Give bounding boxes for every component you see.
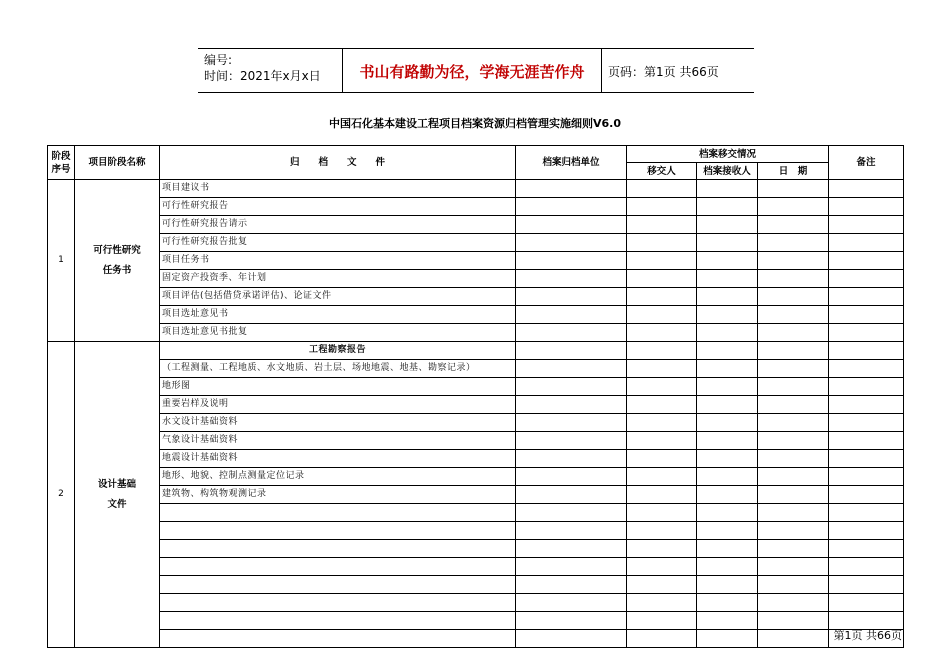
date-cell [758, 468, 829, 486]
col-header-seq: 阶段 序号 [48, 146, 75, 180]
col-header-receiver: 档案接收人 [697, 163, 758, 180]
archive-file-item: 项目任务书 [160, 252, 516, 270]
handover-person-cell [627, 594, 697, 612]
receiver-cell [697, 270, 758, 288]
col-header-remarks: 备注 [829, 146, 904, 180]
archive-file-item: 可行性研究报告请示 [160, 216, 516, 234]
table-row [48, 342, 904, 360]
table-row [48, 522, 904, 540]
archive-file-item [160, 504, 516, 522]
handover-person-cell [627, 576, 697, 594]
unit-cell [516, 360, 627, 378]
table-row [48, 594, 904, 612]
receiver-cell [697, 504, 758, 522]
archive-file-item [160, 558, 516, 576]
unit-cell [516, 252, 627, 270]
handover-person-cell [627, 396, 697, 414]
footer-page-number: 第1页 共66页 [833, 629, 902, 642]
archive-file-item: 固定资产投资季、年计划 [160, 270, 516, 288]
unit-cell [516, 234, 627, 252]
handover-person-cell [627, 522, 697, 540]
remarks-cell [829, 468, 904, 486]
unit-cell [516, 432, 627, 450]
page-header [198, 48, 754, 93]
archive-file-item: 地震设计基础资料 [160, 450, 516, 468]
handover-person-cell [627, 216, 697, 234]
archive-file-item: 重要岩样及说明 [160, 396, 516, 414]
handover-person-cell [627, 504, 697, 522]
date-cell [758, 180, 829, 198]
remarks-cell [829, 270, 904, 288]
document-title: 中国石化基本建设工程项目档案资源归档管理实施细则V6.0 [329, 117, 621, 130]
unit-cell [516, 324, 627, 342]
remarks-cell [829, 234, 904, 252]
unit-cell [516, 594, 627, 612]
table-row [48, 504, 904, 522]
unit-cell [516, 522, 627, 540]
unit-cell [516, 306, 627, 324]
col-header-transfer: 档案移交情况 [627, 146, 829, 163]
col-header-stage-name: 项目阶段名称 [75, 146, 160, 180]
table-row [48, 378, 904, 396]
date-cell [758, 522, 829, 540]
table-row [48, 270, 904, 288]
header-motto-cell [343, 49, 602, 92]
unit-cell [516, 414, 627, 432]
table-row [48, 414, 904, 432]
date-cell [758, 324, 829, 342]
col-header-date: 日 期 [758, 163, 829, 180]
document-number-label: 编号: [204, 53, 233, 67]
archive-file-item: 地形图 [160, 378, 516, 396]
remarks-cell [829, 594, 904, 612]
handover-person-cell [627, 360, 697, 378]
date-cell [758, 306, 829, 324]
unit-cell [516, 540, 627, 558]
table-row [48, 396, 904, 414]
unit-cell [516, 576, 627, 594]
handover-person-cell [627, 306, 697, 324]
handover-person-cell [627, 558, 697, 576]
document-time-label: 时间：2021年x月x日 [204, 69, 321, 83]
table-row [48, 576, 904, 594]
date-cell [758, 630, 829, 648]
date-cell [758, 540, 829, 558]
unit-cell [516, 378, 627, 396]
handover-person-cell [627, 432, 697, 450]
table-row [48, 198, 904, 216]
remarks-cell [829, 360, 904, 378]
date-cell [758, 450, 829, 468]
table-row [48, 558, 904, 576]
remarks-cell [829, 324, 904, 342]
phase-seq: 2 [48, 342, 75, 648]
col-header-handover-person: 移交人 [627, 163, 697, 180]
date-cell [758, 576, 829, 594]
remarks-cell [829, 306, 904, 324]
archive-file-item: 水文设计基础资料 [160, 414, 516, 432]
archive-file-item: 可行性研究报告 [160, 198, 516, 216]
archive-file-item [160, 522, 516, 540]
date-cell [758, 486, 829, 504]
table-row [48, 288, 904, 306]
archive-table [47, 145, 904, 648]
remarks-cell [829, 522, 904, 540]
unit-cell [516, 180, 627, 198]
receiver-cell [697, 180, 758, 198]
remarks-cell [829, 396, 904, 414]
archive-file-item: 项目评估(包括借贷承诺评估)、论证文件 [160, 288, 516, 306]
receiver-cell [697, 630, 758, 648]
remarks-cell [829, 198, 904, 216]
handover-person-cell [627, 342, 697, 360]
archive-file-item: 气象设计基础资料 [160, 432, 516, 450]
receiver-cell [697, 486, 758, 504]
date-cell [758, 234, 829, 252]
receiver-cell [697, 234, 758, 252]
unit-cell [516, 270, 627, 288]
date-cell [758, 360, 829, 378]
remarks-cell [829, 540, 904, 558]
unit-cell [516, 486, 627, 504]
remarks-cell [829, 288, 904, 306]
handover-person-cell [627, 450, 697, 468]
phase-seq: 1 [48, 180, 75, 342]
date-cell [758, 216, 829, 234]
handover-person-cell [627, 234, 697, 252]
archive-file-item [160, 612, 516, 630]
table-row [48, 612, 904, 630]
table-row [48, 360, 904, 378]
table-row [48, 234, 904, 252]
handover-person-cell [627, 198, 697, 216]
remarks-cell [829, 342, 904, 360]
date-cell [758, 594, 829, 612]
receiver-cell [697, 522, 758, 540]
archive-file-item [160, 594, 516, 612]
date-cell [758, 558, 829, 576]
archive-file-item: 项目选址意见书 [160, 306, 516, 324]
archive-file-item [160, 630, 516, 648]
handover-person-cell [627, 324, 697, 342]
col-header-files: 归 档 文 件 [160, 146, 516, 180]
remarks-cell [829, 558, 904, 576]
archive-file-item: 项目选址意见书批复 [160, 324, 516, 342]
receiver-cell [697, 540, 758, 558]
receiver-cell [697, 342, 758, 360]
date-cell [758, 342, 829, 360]
table-row [48, 252, 904, 270]
receiver-cell [697, 198, 758, 216]
handover-person-cell [627, 486, 697, 504]
unit-cell [516, 342, 627, 360]
remarks-cell [829, 450, 904, 468]
archive-file-item: 可行性研究报告批复 [160, 234, 516, 252]
archive-file-item: 工程勘察报告 [160, 342, 516, 360]
phase-name: 设计基础 文件 [75, 342, 160, 648]
receiver-cell [697, 558, 758, 576]
unit-cell [516, 504, 627, 522]
remarks-cell [829, 180, 904, 198]
date-cell [758, 414, 829, 432]
receiver-cell [697, 306, 758, 324]
handover-person-cell [627, 252, 697, 270]
receiver-cell [697, 216, 758, 234]
handover-person-cell [627, 378, 697, 396]
unit-cell [516, 216, 627, 234]
date-cell [758, 396, 829, 414]
date-cell [758, 252, 829, 270]
table-row [48, 180, 904, 198]
archive-file-item: 项目建议书 [160, 180, 516, 198]
remarks-cell [829, 378, 904, 396]
handover-person-cell [627, 414, 697, 432]
receiver-cell [697, 396, 758, 414]
unit-cell [516, 630, 627, 648]
date-cell [758, 198, 829, 216]
unit-cell [516, 558, 627, 576]
remarks-cell [829, 576, 904, 594]
table-row [48, 468, 904, 486]
date-cell [758, 432, 829, 450]
handover-person-cell [627, 540, 697, 558]
receiver-cell [697, 612, 758, 630]
receiver-cell [697, 432, 758, 450]
archive-file-item: （工程测量、工程地质、水文地质、岩土层、场地地震、地基、勘察记录） [160, 360, 516, 378]
receiver-cell [697, 414, 758, 432]
header-page-cell [602, 49, 752, 92]
date-cell [758, 504, 829, 522]
table-row [48, 306, 904, 324]
header-meta-cell [198, 49, 343, 92]
table-row [48, 450, 904, 468]
unit-cell [516, 468, 627, 486]
unit-cell [516, 612, 627, 630]
table-row [48, 486, 904, 504]
receiver-cell [697, 594, 758, 612]
header-page-number: 页码：第1页 共66页 [608, 65, 719, 79]
col-header-unit: 档案归档单位 [516, 146, 627, 180]
handover-person-cell [627, 288, 697, 306]
receiver-cell [697, 450, 758, 468]
handover-person-cell [627, 180, 697, 198]
handover-person-cell [627, 630, 697, 648]
table-row [48, 324, 904, 342]
archive-file-item [160, 540, 516, 558]
receiver-cell [697, 378, 758, 396]
archive-file-item: 建筑物、构筑物观测记录 [160, 486, 516, 504]
phase-name: 可行性研究 任务书 [75, 180, 160, 342]
remarks-cell [829, 432, 904, 450]
date-cell [758, 270, 829, 288]
unit-cell [516, 450, 627, 468]
receiver-cell [697, 360, 758, 378]
receiver-cell [697, 576, 758, 594]
handover-person-cell [627, 612, 697, 630]
date-cell [758, 612, 829, 630]
table-row [48, 630, 904, 648]
receiver-cell [697, 288, 758, 306]
table-row [48, 216, 904, 234]
handover-person-cell [627, 270, 697, 288]
date-cell [758, 378, 829, 396]
receiver-cell [697, 252, 758, 270]
archive-file-item [160, 576, 516, 594]
table-row [48, 432, 904, 450]
remarks-cell [829, 504, 904, 522]
table-row [48, 540, 904, 558]
remarks-cell [829, 216, 904, 234]
remarks-cell [829, 486, 904, 504]
archive-table-body [48, 180, 904, 648]
header-motto: 书山有路勤为径，学海无涯苦作舟 [359, 63, 585, 81]
receiver-cell [697, 324, 758, 342]
unit-cell [516, 288, 627, 306]
remarks-cell [829, 414, 904, 432]
archive-file-item: 地形、地貌、控制点测量定位记录 [160, 468, 516, 486]
handover-person-cell [627, 468, 697, 486]
remarks-cell [829, 252, 904, 270]
date-cell [758, 288, 829, 306]
unit-cell [516, 396, 627, 414]
receiver-cell [697, 468, 758, 486]
unit-cell [516, 198, 627, 216]
